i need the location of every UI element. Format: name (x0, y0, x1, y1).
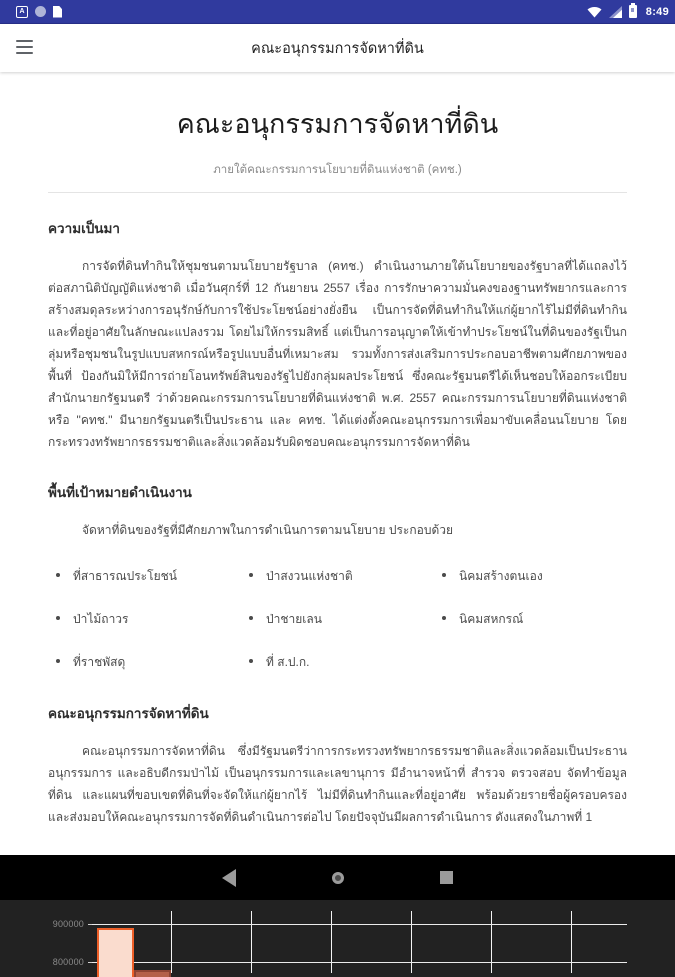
list-item-label: ที่ราชพัสดุ (73, 655, 126, 669)
bar-chart (48, 911, 627, 973)
file-notification-icon (53, 6, 62, 18)
bullet-icon (249, 616, 253, 620)
list-item (249, 610, 434, 629)
page-title: คณะอนุกรรมการจัดหาที่ดิน (176, 109, 499, 139)
list-item-label: ที่ ส.ป.ก. (266, 655, 310, 669)
chart-y-axis (48, 911, 92, 973)
android-nav-bar (0, 855, 675, 900)
target-areas-list (48, 567, 627, 672)
status-bar-notifications (6, 0, 62, 23)
chart-plot (92, 911, 627, 973)
bullet-icon (442, 616, 446, 620)
wifi-icon (587, 6, 602, 18)
list-item-label: ที่สาธารณประโยชน์ (73, 569, 177, 583)
list-item (442, 610, 627, 629)
list-item (249, 653, 434, 672)
list-item-label: ป่าไม้ถาวร (73, 612, 129, 626)
menu-icon[interactable] (16, 40, 33, 54)
status-bar-clock: 8:49 (645, 5, 669, 18)
a-badge-icon: A (16, 6, 28, 18)
section-heading-background: ความเป็นมา (48, 221, 120, 236)
home-icon[interactable] (332, 872, 344, 884)
bullet-icon (56, 573, 60, 577)
list-item (56, 610, 241, 629)
list-item (56, 567, 241, 586)
back-icon[interactable] (222, 869, 236, 887)
y-axis-tick-label: 900000 (52, 919, 84, 929)
section-heading-subcommittee: คณะอนุกรรมการจัดหาที่ดิน (48, 706, 209, 721)
chart-bar (97, 928, 134, 977)
cell-signal-icon (609, 6, 622, 18)
app-bar (0, 24, 675, 72)
app-bar-title: คณะอนุกรรมการจัดหาที่ดิน (251, 40, 424, 57)
section-heading-target-areas: พื้นที่เป้าหมายดำเนินงาน (48, 485, 192, 500)
bullet-icon (56, 659, 60, 663)
bullet-icon (249, 573, 253, 577)
gridline (92, 962, 627, 963)
bullet-icon (56, 616, 60, 620)
status-bar-system-icons (587, 0, 669, 23)
subcommittee-paragraph: คณะอนุกรรมการจัดหาที่ดิน ซึ่งมีรัฐมนตรีว่าการกระทรวงทรัพยากรธรรมชาติและสิ่งแวดล้อมเป็นประธานอนุกรรมการ และอธิบดีกรมป่าไม้ เป็นอนุกรรมการและเลขานุการ มีอำนาจหน้าที่ สำรวจ ตรวจสอบ จัดทำข้อมูลที่ดิน และแผนที่ขอบเขตที่ดินที่จะจัดให้แก่ผู้ยากไร้ ไม่มีที่ดินทำกินและที่อยู่อาศัย พร้อมด้วยรายชื่อผู้ครอบครอง และส่งมอบให้คณะอนุกรรมการจัดที่ดินดำเนินการต่อไป โดยปัจจุบันมีผลการดำเนินการ ดังแสดงในภาพที่ 1 (48, 744, 627, 824)
gridline (92, 924, 627, 925)
bullet-icon (442, 573, 446, 577)
page-subtitle: ภายใต้คณะกรรมการนโยบายที่ดินแห่งชาติ (คทช.) (213, 164, 462, 176)
content-scroll-area[interactable] (0, 72, 675, 967)
list-item-label: นิคมสร้างตนเอง (459, 569, 543, 583)
list-item-label: ป่าสงวนแห่งชาติ (266, 569, 353, 583)
list-item-label: ป่าชายเลน (266, 612, 322, 626)
chart-bar (134, 970, 171, 977)
recents-icon[interactable] (440, 871, 453, 884)
circle-notification-icon (35, 6, 46, 17)
title-divider (48, 192, 627, 193)
list-item (442, 567, 627, 586)
status-bar (0, 0, 675, 24)
list-item-label: นิคมสหกรณ์ (459, 612, 524, 626)
background-paragraph: การจัดที่ดินทำกินให้ชุมชนตามนโยบายรัฐบาล (คทช.) ดำเนินงานภายใต้นโยบายของรัฐบาลที่ได้แถลงไว้ต่อสภานิติบัญญัติแห่งชาติ เมื่อวันศุกร์ที่ 12 กันยายน 2557 เรื่อง การรักษาความมั่นคงของฐานทรัพยากรและการสร้างสมดุลระหว่างการอนุรักษ์กับการใช้ประโยชน์อย่างยั่งยืน เป็นการจัดที่ดินทำกินให้แก่ผู้ยากไร้ไม่มีที่ดินทำกินและที่อยู่อาศัยในลักษณะแปลงรวม โดยไม่ให้กรรมสิทธิ์ แต่เป็นการอนุญาตให้เข้าทำประโยชน์ในที่ดินของรัฐเป็นกลุ่มหรือชุมชนในรูปแบบสหกรณ์หรือรูปแบบอื่นที่เหมาะสม รวมทั้งการส่งเสริมการประกอบอาชีพตามศักยภาพของพื้นที่ ป้องกันมิให้มีการถ่ายโอนทรัพย์สินของรัฐไปยังกลุ่มผลประโยชน์ ซึ่งคณะรัฐมนตรีได้เห็นชอบให้ออกระเบียบสำนักนายกรัฐมนตรี ว่าด้วยคณะกรรมการนโยบายที่ดินแห่งชาติ พ.ศ. 2557 คณะกรรมการนโยบายที่ดินแห่งชาติ หรือ "คทช." มีนายกรัฐมนตรีเป็นประธาน และ คทช. ได้แต่งตั้งคณะอนุกรรมการเพื่อมาขับเคลื่อนนโยบาย โดยกระทรวงทรัพยากรธรรมชาติและสิ่งแวดล้อมรับผิดชอบคณะอนุกรรมการจัดหาที่ดิน (48, 259, 627, 449)
y-axis-tick-label: 800000 (52, 957, 84, 967)
bullet-icon (249, 659, 253, 663)
target-areas-intro: จัดหาที่ดินของรัฐที่มีศักยภาพในการดำเนินการตามนโยบาย ประกอบด้วย (82, 523, 454, 537)
list-item (249, 567, 434, 586)
list-item (56, 653, 241, 672)
battery-icon (629, 5, 637, 18)
